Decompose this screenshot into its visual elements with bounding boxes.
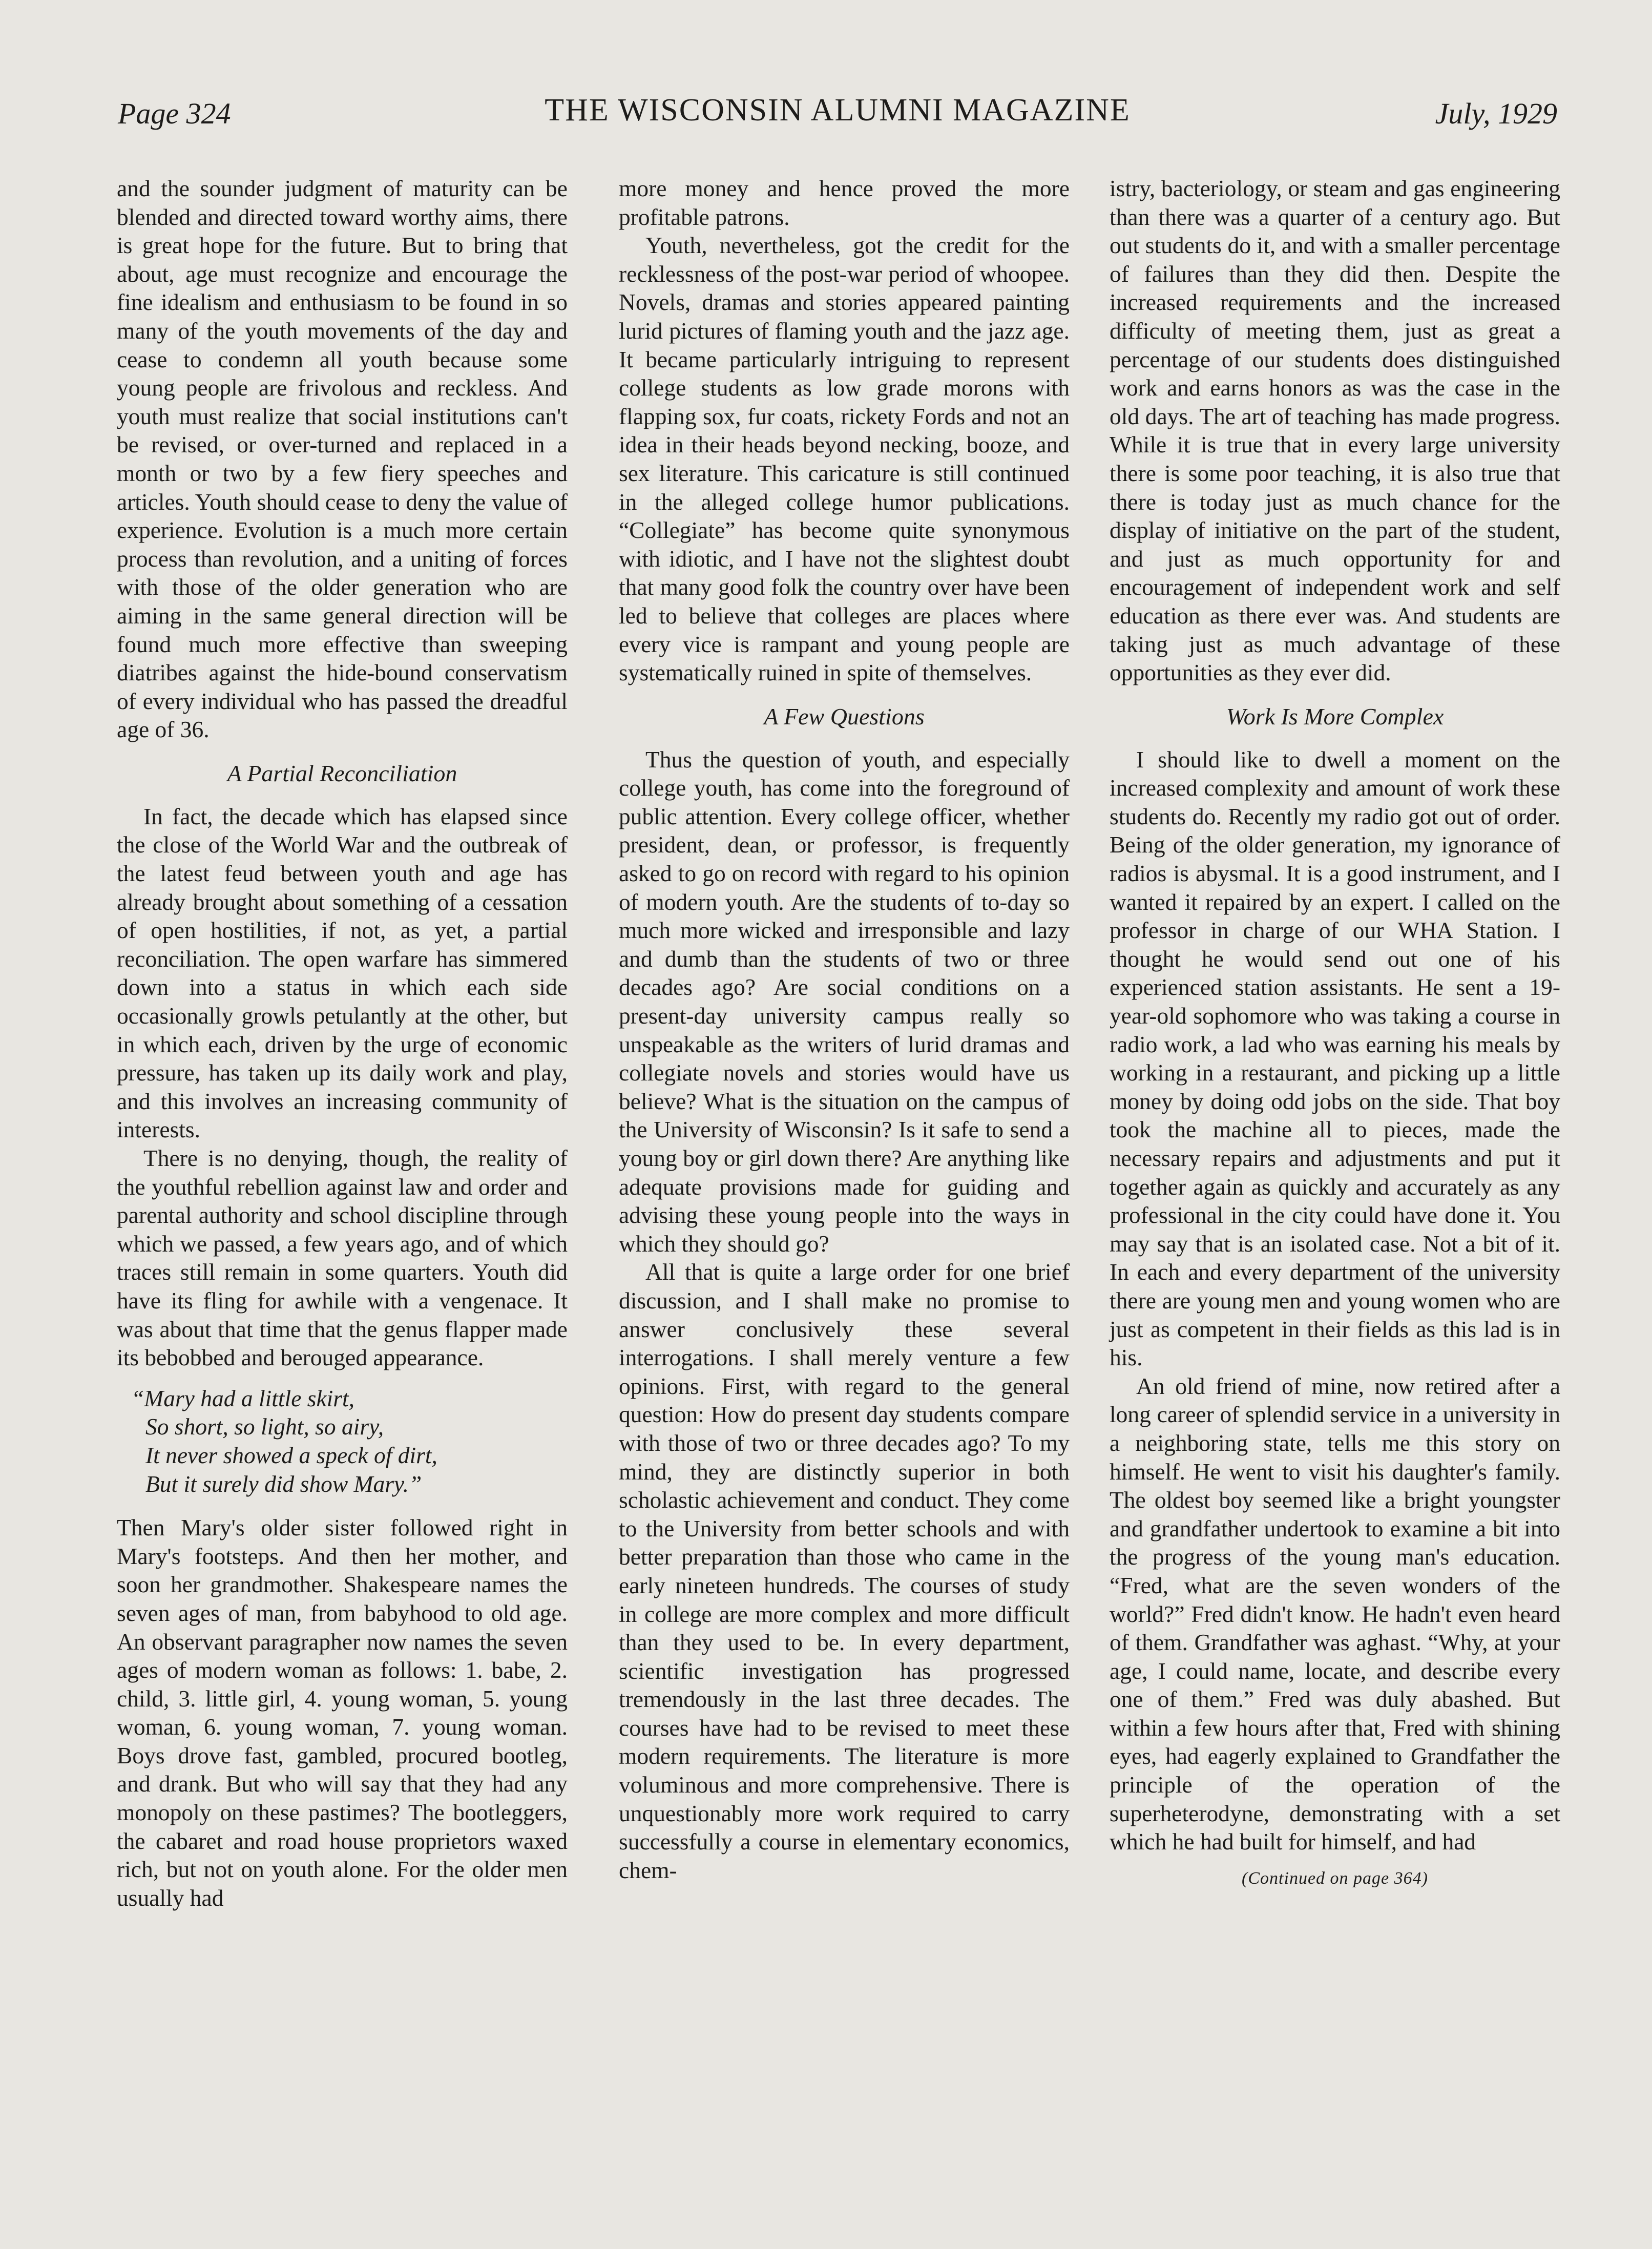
section-heading: Work Is More Complex (1226, 703, 1444, 730)
poem (117, 1384, 568, 1498)
poem-line: So short, so light, so airy, (145, 1413, 384, 1440)
paragraph: Thus the question of youth, and especially college youth, has come into the foreground of public attention. Every college officer, whether president, dean, or professor, is frequently asked to go on record with regard to his opinion of modern youth. Are the students of to-day so much more wicked and irresponsible and lazy and dumb than the students of two or three decades ago? Are social conditions on a present-day university campus really so unspeakable as the writers of lurid dramas and collegiate novels and stories would have us believe? What is the situation on the campus of the University of Wisconsin? Is it safe to send a young boy or girl down there? Are anything like adequate provisions made for guiding and advising these young people into the ways in which they should go? (619, 746, 1070, 1257)
page-number: Page 324 (118, 97, 231, 130)
paragraph: Youth, nevertheless, got the credit for the recklessness of the post-war period of whoopee. Novels, dramas and stories appeared painting lurid pictures of flaming youth and the jazz age. It became particularly intriguing to represent college students as low grade morons with flapping sox, fur coats, rickety Fords and not an idea in their heads beyond necking, booze, and sex literature. This caricature is still continued in the alleged college humor publications. “Collegiate” has become quite synonymous with idiotic, and I have not the slightest doubt that many good folk the country over have been led to believe that colleges are places where every vice is rampant and young people are systematically ruined in spite of themselves. (619, 232, 1070, 686)
column-1 (117, 174, 568, 1912)
column-3 (1110, 174, 1560, 1892)
issue-date: July, 1929 (1435, 97, 1557, 130)
column-2 (619, 174, 1070, 1884)
paragraph: and the sounder judgment of maturity can be blended and directed toward worthy aims, there is great hope for the future. But to bring that about, age must recognize and encourage the fine idealism and enthusiasm to be found in so many of the youth movements of the day and cease to condemn all youth because some young people are frivolous and reckless. And youth must realize that social institutions can't be revised, or over-turned and replaced in a month or two by a few fiery speeches and articles. Youth should cease to deny the value of experience. Evolution is a much more certain process than revolution, and a uniting of forces with those of the older generation who are aiming in the same general direction will be found much more effective than sweeping diatribes against the hide-bound conservatism of every individual who has passed the dreadful age of 36. (117, 175, 568, 743)
magazine-title: THE WISCONSIN ALUMNI MAGAZINE (545, 93, 1131, 128)
paragraph: In fact, the decade which has elapsed since the close of the World War and the outbreak of the latest feud between youth and age has already brought about something of a cessation of open hostilities, if not, as yet, a partial reconciliation. The open warfare has simmered down into a status in which each side occasionally growls petulantly at the other, but in which each, driven by the urge of economic pressure, has taken up its daily work and play, and this involves an increasing community of interests. (117, 803, 568, 1143)
page-header (118, 92, 1557, 138)
paragraph: I should like to dwell a moment on the increased complexity and amount of work these students do. Recently my radio got out of order. Being of the older generation, my ignorance of radios is abysmal. It is a good instrument, and I wanted it repaired by an expert. I called on the professor in charge of our WHA Station. I thought he would send out one of his experienced station assistants. He sent a 19-year-old sophomore who was taking a course in radio work, a lad who was earning his meals by working in a restaurant, and picking up a little money by doing odd jobs on the side. That boy took the machine all to pieces, made the necessary repairs and adjustments and put it together again as quickly and accurately as any professional in the city could have done it. You may say that is an isolated case. Not a bit of it. In each and every department of the university there are young men and young women who are just as competent in their fields as this lad is in his. (1110, 746, 1560, 1371)
poem-line: “Mary had a little skirt, (131, 1385, 355, 1411)
poem-line: But it surely did show Mary.” (145, 1470, 422, 1497)
paragraph: Then Mary's older sister followed right in Mary's footsteps. And then her mother, and soon her grandmother. Shakespeare names the seven ages of man, from babyhood to old age. An observant paragrapher now names the seven ages of modern woman as follows: 1. babe, 2. child, 3. little girl, 4. young woman, 5. young woman, 6. young woman, 7. young woman. Boys drove fast, gambled, procured bootleg, and drank. But who will say that they had any monopoly on these pastimes? The bootleggers, the cabaret and road house proprietors waxed rich, but not on youth alone. For the older men usually had (117, 1514, 568, 1911)
section-heading: A Few Questions (764, 703, 925, 730)
paragraph: more money and hence proved the more profitable patrons. (619, 175, 1070, 230)
section-heading: A Partial Reconciliation (227, 760, 457, 786)
paragraph: All that is quite a large order for one brief discussion, and I shall make no promise to answer conclusively these several interrogations. I shall merely venture a few opinions. First, with regard to the general question: How do present day students compare with those of two or three decades ago? To my mind, they are distinctly superior in both scholastic achievement and conduct. They come to the University from better schools and with better preparation than those who came in the early nineteen hundreds. The courses of study in college are more complex and more difficult than they used to be. In every department, scientific investigation has progressed tremendously in the last three decades. The courses have had to be revised to meet these modern requirements. The literature is more voluminous and more comprehensive. There is unquestionably more work required to carry successfully a course in elementary economics, chem- (619, 1259, 1070, 1883)
paragraph: There is no denying, though, the reality of the youthful rebellion against law and order and parental authority and school discipline through which we passed, a few years ago, and of which traces still remain in some quarters. Youth did have its fling for awhile with a vengenace. It was about that time that the genus flapper made its bebobbed and berouged appearance. (117, 1145, 568, 1371)
paragraph: An old friend of mine, now retired after a long career of splendid service in a university in a neighboring state, tells me this story on himself. He went to visit his daughter's family. The oldest boy seemed like a bright youngster and grandfather undertook to examine a bit into the progress of the young man's education. “Fred, what are the seven wonders of the world?” Fred didn't know. He hadn't even heard of them. Grandfather was aghast. “Why, at your age, I could name, locate, and describe every one of them.” Fred was duly abashed. But within a few hours after that, Fred with shining eyes, had eagerly explained to Grandfather the principle of the operation of the superheterodyne, demonstrating with a set which he had built for himself, and had (1110, 1372, 1560, 1855)
continued-note: (Continued on page 364) (1242, 1868, 1428, 1888)
poem-line: It never showed a speck of dirt, (145, 1442, 437, 1468)
paragraph: istry, bacteriology, or steam and gas engineering than there was a quarter of a century ago. But out students do it, and with a smaller percentage of failures than they did then. Despite the increased requirements and the increased difficulty of meeting them, just as great a percentage of our students does distinguished work and earns honors as was the case in the old days. The art of teaching has made progress. While it is true that in every large university there is some poor teaching, it is also true that there is today just as much chance for the display of initiative on the part of the student, and just as much opportunity for and encouragement of independent work and self education as there ever was. And students are taking just as much advantage of these opportunities as they ever did. (1110, 175, 1560, 686)
